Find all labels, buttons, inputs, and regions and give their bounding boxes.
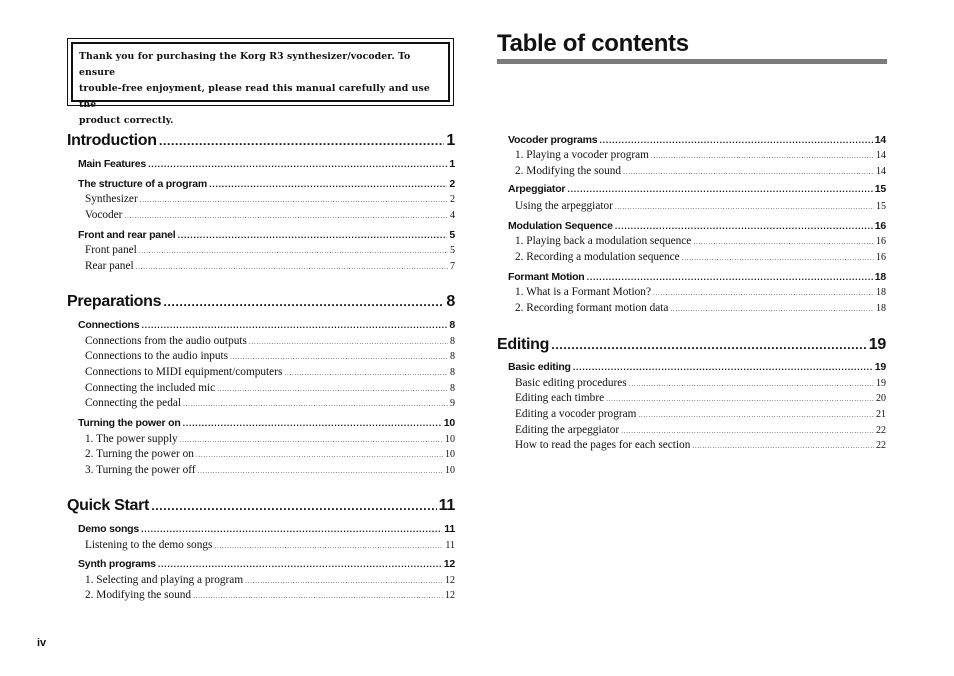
toc-entry[interactable] <box>85 448 455 460</box>
toc-page-number: 22 <box>876 425 886 436</box>
toc-chapter-title: Editing <box>497 336 550 353</box>
toc-page-number: 1 <box>449 158 455 170</box>
dot-leader <box>158 561 442 569</box>
dot-leader <box>124 213 448 220</box>
toc-entry-title: How to read the pages for each section <box>515 439 691 451</box>
toc-section[interactable] <box>78 178 455 190</box>
toc-entry[interactable] <box>515 286 886 298</box>
dot-leader <box>136 264 448 271</box>
toc-entry-title: Editing each timbre <box>515 392 605 404</box>
toc-page-number: 4 <box>450 210 455 221</box>
toc-entry-title: Connections to MIDI equipment/computers <box>85 366 283 378</box>
toc-entry[interactable] <box>515 251 886 263</box>
toc-section-title: Turning the power on <box>78 417 181 429</box>
dot-leader <box>693 239 874 246</box>
toc-entry[interactable] <box>85 209 455 221</box>
notice-line: trouble-free enjoyment, please read this manual carefully and use the <box>79 83 430 110</box>
toc-entry[interactable] <box>85 539 455 551</box>
dot-leader <box>230 354 448 361</box>
dot-leader <box>615 204 874 211</box>
toc-page-number: 22 <box>876 440 886 451</box>
toc-section-title: Synth programs <box>78 558 156 570</box>
toc-chapter[interactable] <box>67 132 455 150</box>
dot-leader <box>573 364 873 372</box>
dot-leader <box>245 578 443 585</box>
dot-leader <box>140 197 448 204</box>
dot-leader <box>621 428 874 435</box>
toc-entry-title: 2. Recording a modulation sequence <box>515 251 680 263</box>
toc-page-number: 18 <box>874 271 886 283</box>
toc-entry[interactable] <box>85 574 455 586</box>
thank-you-notice-box <box>67 38 454 126</box>
page-title: Table of contents <box>497 30 689 57</box>
toc-entry-title: 3. Turning the power off <box>85 464 196 476</box>
toc-page-number: 12 <box>445 575 455 586</box>
toc-entry[interactable] <box>515 439 886 451</box>
toc-page-number: 21 <box>876 409 886 420</box>
toc-entry[interactable] <box>85 589 455 601</box>
toc-section-title: Main Features <box>78 158 147 170</box>
toc-page-number: 18 <box>876 303 886 314</box>
toc-entry-title: 2. Turning the power on <box>85 448 194 460</box>
toc-page-number: 9 <box>450 398 455 409</box>
toc-entry[interactable] <box>515 165 886 177</box>
toc-section[interactable] <box>78 523 455 535</box>
toc-entry[interactable] <box>515 200 886 212</box>
dot-leader <box>141 526 442 534</box>
toc-page-number: 12 <box>443 558 455 570</box>
toc-entry[interactable] <box>85 366 455 378</box>
notice-line: Thank you for purchasing the Korg R3 synthesizer/vocoder. To ensure <box>79 51 411 78</box>
dot-leader <box>692 443 874 450</box>
dot-leader <box>178 232 448 240</box>
toc-entry-title: Editing the arpeggiator <box>515 424 620 436</box>
toc-page-number: 10 <box>445 465 455 476</box>
toc-page-number: 7 <box>450 261 455 272</box>
toc-entry-title: Connecting the pedal <box>85 397 181 409</box>
toc-entry[interactable] <box>85 382 455 394</box>
dot-leader <box>193 593 443 600</box>
toc-page-number: 16 <box>876 236 886 247</box>
toc-entry-title: 2. Recording formant motion data <box>515 302 669 314</box>
toc-page-number: 10 <box>445 449 455 460</box>
dot-leader <box>180 437 443 444</box>
toc-entry[interactable] <box>515 424 886 436</box>
toc-entry-title: Rear panel <box>85 260 134 272</box>
dot-leader <box>284 370 448 377</box>
dot-leader <box>214 543 443 550</box>
toc-entry-title: Editing a vocoder program <box>515 408 637 420</box>
toc-page-number: 10 <box>443 417 455 429</box>
toc-entry-title: 1. Playing back a modulation sequence <box>515 235 692 247</box>
toc-entry[interactable] <box>515 408 886 420</box>
dot-leader <box>151 502 437 513</box>
toc-entry-title: Listening to the demo songs <box>85 539 213 551</box>
toc-page-number: 19 <box>876 378 886 389</box>
dot-leader <box>587 274 873 282</box>
toc-entry[interactable] <box>85 335 455 347</box>
toc-entry-title: Connections to the audio inputs <box>85 350 229 362</box>
dot-leader <box>141 322 447 330</box>
toc-section[interactable] <box>78 158 455 170</box>
toc-entry[interactable] <box>85 193 455 205</box>
toc-section[interactable] <box>508 183 886 195</box>
toc-page-number: 16 <box>874 220 886 232</box>
toc-chapter[interactable] <box>67 497 455 515</box>
dot-leader <box>615 223 873 231</box>
toc-section-title: Vocoder programs <box>508 134 598 146</box>
toc-entry[interactable] <box>85 433 455 445</box>
dot-leader <box>183 420 442 428</box>
toc-entry-title: Using the arpeggiator <box>515 200 613 212</box>
dot-leader <box>249 339 448 346</box>
toc-page-number: 20 <box>876 393 886 404</box>
toc-entry[interactable] <box>85 244 455 256</box>
toc-page-number: 8 <box>446 293 455 310</box>
toc-entry[interactable] <box>515 149 886 161</box>
toc-entry-title: 1. Selecting and playing a program <box>85 574 244 586</box>
toc-section-title: Modulation Sequence <box>508 220 613 232</box>
toc-entry[interactable] <box>85 350 455 362</box>
toc-page-number: 15 <box>874 183 886 195</box>
toc-chapter-title: Preparations <box>67 293 162 310</box>
notice-text <box>71 42 450 126</box>
toc-entry[interactable] <box>85 260 455 272</box>
toc-section[interactable] <box>508 134 886 146</box>
dot-leader <box>623 169 874 176</box>
dot-leader <box>139 248 448 255</box>
toc-page-number: 14 <box>876 150 886 161</box>
toc-entry[interactable] <box>85 464 455 476</box>
toc-chapter-title: Introduction <box>67 132 157 149</box>
toc-entry-title: 2. Modifying the sound <box>515 165 622 177</box>
toc-page-number: 11 <box>445 540 455 551</box>
toc-entry[interactable] <box>515 392 886 404</box>
dot-leader <box>148 161 447 169</box>
toc-page-number: 14 <box>876 166 886 177</box>
dot-leader <box>629 381 874 388</box>
toc-section[interactable] <box>508 220 886 232</box>
toc-page-number: 19 <box>874 361 886 373</box>
toc-page-number: 8 <box>450 367 455 378</box>
dot-leader <box>599 137 872 145</box>
toc-entry-title: Connections from the audio outputs <box>85 335 247 347</box>
toc-section[interactable] <box>78 558 455 570</box>
toc-entry-title: 1. What is a Formant Motion? <box>515 286 651 298</box>
toc-page-number: 16 <box>876 252 886 263</box>
toc-page-number: 2 <box>450 194 455 205</box>
dot-leader <box>682 255 874 262</box>
toc-section[interactable] <box>78 319 455 331</box>
toc-section[interactable] <box>78 417 455 429</box>
page-number: iv <box>37 637 47 649</box>
toc-entry[interactable] <box>515 302 886 314</box>
dot-leader <box>198 468 443 475</box>
dot-leader <box>567 186 872 194</box>
toc-section-title: Formant Motion <box>508 271 585 283</box>
toc-page-number: 1 <box>446 132 455 149</box>
toc-section[interactable] <box>508 361 886 373</box>
toc-page-number: 18 <box>876 287 886 298</box>
toc-page-number: 11 <box>444 523 455 535</box>
toc-section[interactable] <box>508 271 886 283</box>
dot-leader <box>606 396 874 403</box>
dot-leader <box>217 386 448 393</box>
toc-entry-title: 2. Modifying the sound <box>85 589 192 601</box>
toc-page-number: 19 <box>868 336 886 353</box>
toc-section-title: Front and rear panel <box>78 229 176 241</box>
dot-leader <box>638 412 874 419</box>
toc-page-number: 11 <box>438 497 455 514</box>
toc-page-number: 12 <box>445 590 455 601</box>
toc-section-title: Arpeggiator <box>508 183 566 195</box>
toc-entry-title: 1. Playing a vocoder program <box>515 149 649 161</box>
toc-section-title: The structure of a program <box>78 178 207 190</box>
notice-line: product correctly. <box>79 115 174 126</box>
toc-entry[interactable] <box>85 397 455 409</box>
toc-entry-title: Synthesizer <box>85 193 138 205</box>
dot-leader <box>196 452 443 459</box>
toc-page-number: 8 <box>450 383 455 394</box>
toc-entry-title: Vocoder <box>85 209 123 221</box>
dot-leader <box>651 153 874 160</box>
toc-page-number: 5 <box>449 229 455 241</box>
dot-leader <box>551 341 867 352</box>
toc-section-title: Basic editing <box>508 361 571 373</box>
toc-section-title: Connections <box>78 319 140 331</box>
title-underline <box>497 59 887 64</box>
dot-leader <box>163 298 444 309</box>
dot-leader <box>209 181 447 189</box>
toc-section[interactable] <box>78 229 455 241</box>
toc-entry-title: Basic editing procedures <box>515 377 627 389</box>
toc-page-number: 8 <box>449 319 455 331</box>
toc-chapter[interactable] <box>497 336 886 354</box>
toc-entry-title: 1. The power supply <box>85 433 178 445</box>
toc-entry[interactable] <box>515 235 886 247</box>
toc-page-number: 8 <box>450 351 455 362</box>
dot-leader <box>159 137 445 148</box>
toc-page-number: 5 <box>450 245 455 256</box>
toc-entry-title: Front panel <box>85 244 137 256</box>
toc-page-number: 2 <box>449 178 455 190</box>
toc-section-title: Demo songs <box>78 523 140 535</box>
toc-chapter-title: Quick Start <box>67 497 150 514</box>
dot-leader <box>183 401 448 408</box>
toc-page-number: 10 <box>445 434 455 445</box>
dot-leader <box>653 290 874 297</box>
toc-page-number: 8 <box>450 336 455 347</box>
toc-page-number: 15 <box>876 201 886 212</box>
toc-entry[interactable] <box>515 377 886 389</box>
toc-chapter[interactable] <box>67 293 455 311</box>
toc-page-number: 14 <box>874 134 886 146</box>
dot-leader <box>670 306 874 313</box>
toc-entry-title: Connecting the included mic <box>85 382 216 394</box>
